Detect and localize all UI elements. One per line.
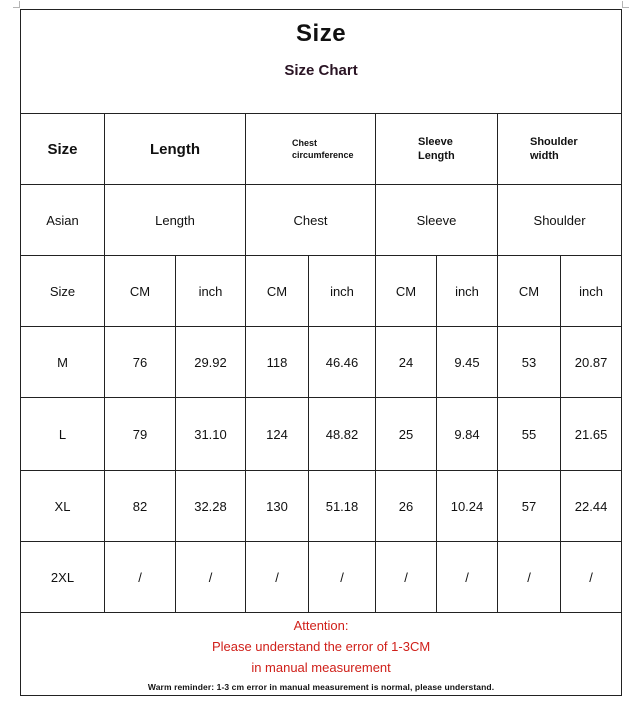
- header-shoulder-line2: width: [530, 150, 559, 162]
- table-cell: /: [246, 542, 309, 613]
- table-cell: 79: [105, 398, 176, 471]
- table-cell: 46.46: [309, 327, 376, 398]
- unit-cm: CM: [105, 256, 176, 327]
- row-size-label: L: [21, 398, 105, 471]
- table-cell: 118: [246, 327, 309, 398]
- table-row: [21, 542, 622, 613]
- table-cell: 22.44: [561, 471, 622, 542]
- table-cell: /: [176, 542, 246, 613]
- table-cell: /: [561, 542, 622, 613]
- unit-inch: inch: [176, 256, 246, 327]
- table-cell: 24: [376, 327, 437, 398]
- header-shoulder-line1: Shoulder: [530, 136, 578, 148]
- table-cell: 21.65: [561, 398, 622, 471]
- header-chest: [246, 114, 376, 185]
- title-row: [21, 10, 622, 114]
- table-cell: 48.82: [309, 398, 376, 471]
- header-length: Length: [105, 114, 246, 185]
- table-cell: /: [105, 542, 176, 613]
- table-cell: 51.18: [309, 471, 376, 542]
- table-cell: 9.45: [437, 327, 498, 398]
- page-subtitle: Size Chart: [284, 62, 358, 79]
- asian-sleeve: Sleeve: [376, 185, 498, 256]
- table-cell: 29.92: [176, 327, 246, 398]
- table-cell: 82: [105, 471, 176, 542]
- units-label: Size: [21, 256, 105, 327]
- table-row: [21, 327, 622, 398]
- header-sleeve: [376, 114, 498, 185]
- table-cell: 25: [376, 398, 437, 471]
- table-cell: 31.10: [176, 398, 246, 471]
- header-sleeve-line1: Sleeve: [418, 136, 453, 148]
- table-cell: /: [309, 542, 376, 613]
- unit-cm: CM: [246, 256, 309, 327]
- size-chart-table: [20, 9, 622, 696]
- note-row: [21, 613, 622, 696]
- table-cell: 76: [105, 327, 176, 398]
- asian-chest: Chest: [246, 185, 376, 256]
- table-cell: 10.24: [437, 471, 498, 542]
- page-title: Size: [296, 20, 347, 47]
- row-size-label: 2XL: [21, 542, 105, 613]
- page-corner-mark-right: [622, 1, 629, 8]
- table-cell: 26: [376, 471, 437, 542]
- table-cell: 57: [498, 471, 561, 542]
- attention-line-2: in manual measurement: [251, 660, 391, 675]
- table-cell: 9.84: [437, 398, 498, 471]
- table-cell: 32.28: [176, 471, 246, 542]
- units-row: [21, 256, 622, 327]
- unit-cm: CM: [498, 256, 561, 327]
- header-chest-line2: circumference: [292, 150, 354, 160]
- row-size-label: XL: [21, 471, 105, 542]
- asian-length: Length: [105, 185, 246, 256]
- table-cell: 124: [246, 398, 309, 471]
- table-cell: 53: [498, 327, 561, 398]
- table-cell: 55: [498, 398, 561, 471]
- unit-inch: inch: [561, 256, 622, 327]
- table-cell: /: [376, 542, 437, 613]
- unit-inch: inch: [437, 256, 498, 327]
- attention-line-1: Please understand the error of 1-3CM: [211, 639, 431, 654]
- title-cell: [21, 10, 622, 114]
- table-row: [21, 471, 622, 542]
- table-cell: /: [437, 542, 498, 613]
- table-cell: 20.87: [561, 327, 622, 398]
- unit-cm: CM: [376, 256, 437, 327]
- warm-reminder: Warm reminder: 1-3 cm error in manual measurement is normal, please understand.: [147, 682, 495, 692]
- attention-heading: Attention:: [293, 618, 349, 633]
- unit-inch: inch: [309, 256, 376, 327]
- page-corner-mark-left: [13, 1, 20, 8]
- header-chest-line1: Chest: [292, 138, 318, 148]
- table-cell: /: [498, 542, 561, 613]
- note-cell: [21, 613, 622, 696]
- asian-label: Asian: [21, 185, 105, 256]
- table-row: [21, 398, 622, 471]
- header-sleeve-line2: Length: [418, 150, 455, 162]
- header-shoulder: [498, 114, 622, 185]
- row-size-label: M: [21, 327, 105, 398]
- table-cell: 130: [246, 471, 309, 542]
- header-row: [21, 114, 622, 185]
- asian-row: [21, 185, 622, 256]
- asian-shoulder: Shoulder: [498, 185, 622, 256]
- header-size: Size: [21, 114, 105, 185]
